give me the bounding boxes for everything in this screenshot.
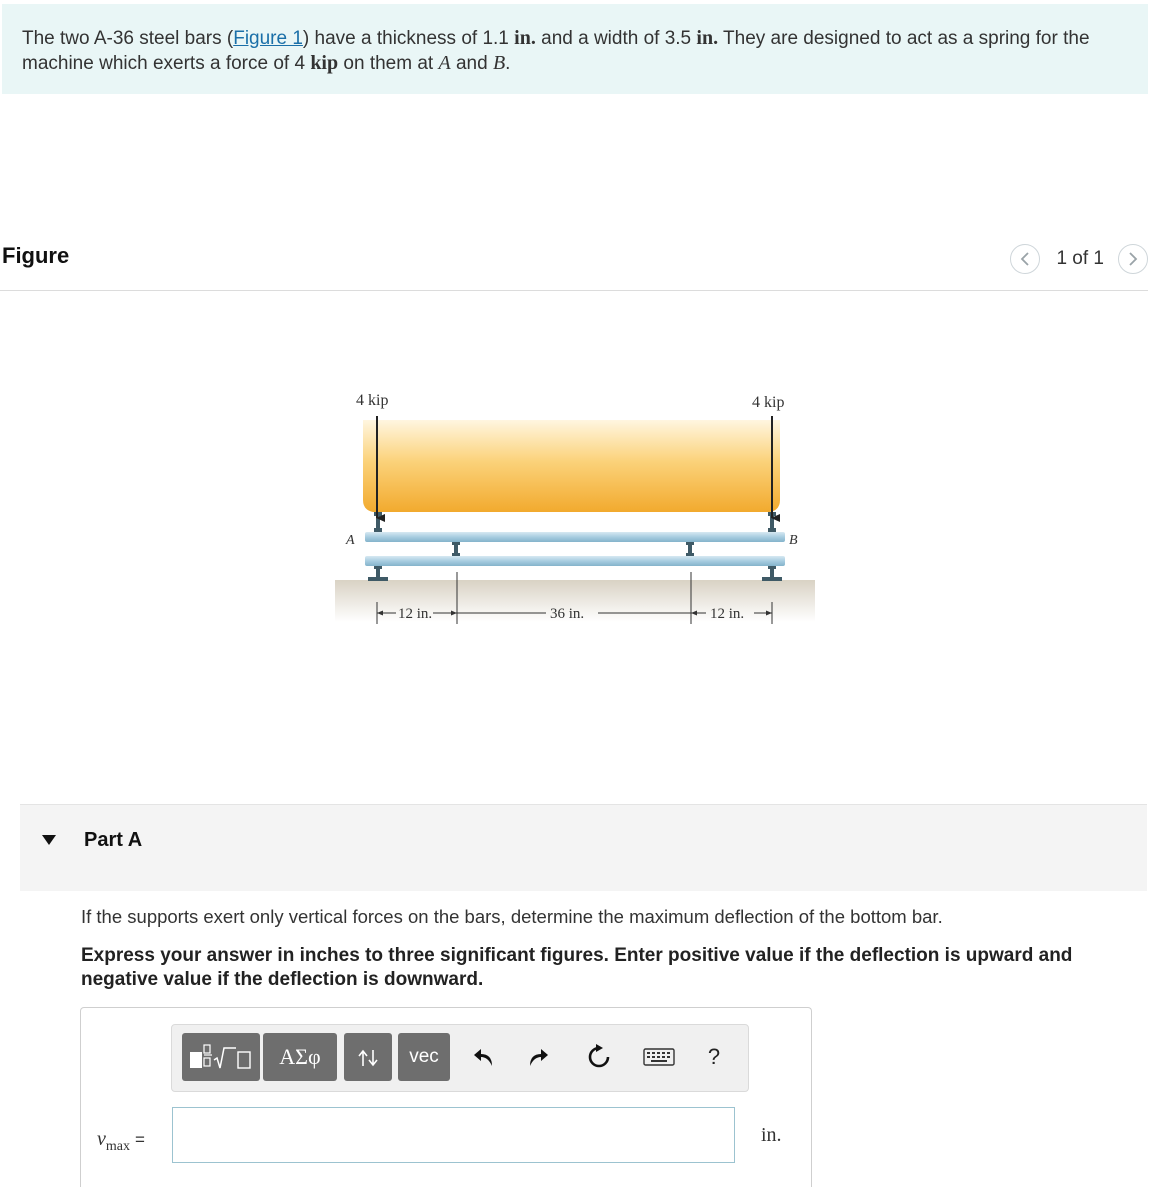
dim-mid-label: 36 in.	[550, 606, 585, 622]
support-left	[368, 566, 388, 581]
figure-pager	[1010, 244, 1148, 274]
point-a-label: A	[346, 533, 355, 548]
greek-symbols-button[interactable]: ΑΣφ	[263, 1033, 337, 1081]
redo-button[interactable]	[521, 1041, 553, 1073]
instruction-text: Express your answer in inches to three significant figures. Enter positive value if the deflection is upward and negative value if the deflection is downward.	[81, 945, 1073, 990]
variable-symbol: v	[97, 1128, 106, 1150]
math-toolbar	[171, 1024, 749, 1092]
support-right	[762, 566, 782, 581]
templates-button[interactable]	[182, 1033, 260, 1081]
figure-header	[0, 240, 1148, 291]
variable-subscript: max	[105, 1139, 130, 1154]
help-button[interactable]: ?	[707, 1044, 721, 1069]
undo-button[interactable]	[469, 1041, 501, 1073]
reset-button[interactable]	[583, 1041, 615, 1073]
chevron-right-icon	[1128, 252, 1138, 266]
spacer-right	[686, 542, 694, 556]
next-figure-button[interactable]	[1118, 244, 1148, 274]
collapse-triangle-icon[interactable]	[42, 835, 56, 845]
figure-link[interactable]: Figure 1	[233, 28, 303, 49]
bottom-bar	[365, 556, 785, 566]
previous-figure-button[interactable]	[1010, 244, 1040, 274]
dim-right-label: 12 in.	[710, 606, 745, 622]
answer-unit: in.	[761, 1124, 782, 1146]
spacer-left	[452, 542, 460, 556]
load-label-left: 4 kip	[356, 392, 389, 409]
keyboard-icon	[643, 1046, 675, 1068]
redo-icon	[524, 1044, 550, 1070]
up-down-arrows-icon	[353, 1042, 383, 1072]
pager-text: 1 of 1	[1056, 248, 1104, 269]
vector-button[interactable]: vec	[398, 1033, 450, 1081]
dim-left-label: 12 in.	[398, 606, 433, 622]
answer-box	[80, 1007, 812, 1187]
part-a-header[interactable]	[20, 804, 1147, 891]
top-bar	[365, 532, 785, 542]
point-b-label: B	[789, 533, 798, 548]
figure-title: Figure	[2, 243, 70, 268]
undo-icon	[472, 1044, 498, 1070]
question-text: If the supports exert only vertical forces on the bars, determine the maximum deflection of the bottom bar.	[81, 906, 943, 927]
chevron-left-icon	[1020, 252, 1030, 266]
fraction-sqrt-icon	[188, 1042, 254, 1072]
load-label-right: 4 kip	[752, 394, 785, 411]
equals-sign: =	[135, 1130, 145, 1149]
machine-body	[363, 420, 780, 512]
keyboard-button[interactable]	[642, 1041, 676, 1073]
spring-bars-figure	[330, 380, 820, 630]
reset-icon	[585, 1043, 613, 1071]
problem-text: The two A-36 steel bars (	[22, 28, 234, 49]
subscript-superscript-button[interactable]	[344, 1033, 392, 1081]
problem-statement: The two A-36 steel bars (Figure 1) have a thickness of 1.1 in. and a width of 3.5 in. They are designed to act as a spring for the machine which exerts a force of 4 kip on them at A and B.	[2, 4, 1148, 94]
part-title: Part A	[84, 829, 143, 851]
answer-variable-label	[97, 1128, 145, 1155]
answer-input[interactable]	[172, 1107, 735, 1163]
